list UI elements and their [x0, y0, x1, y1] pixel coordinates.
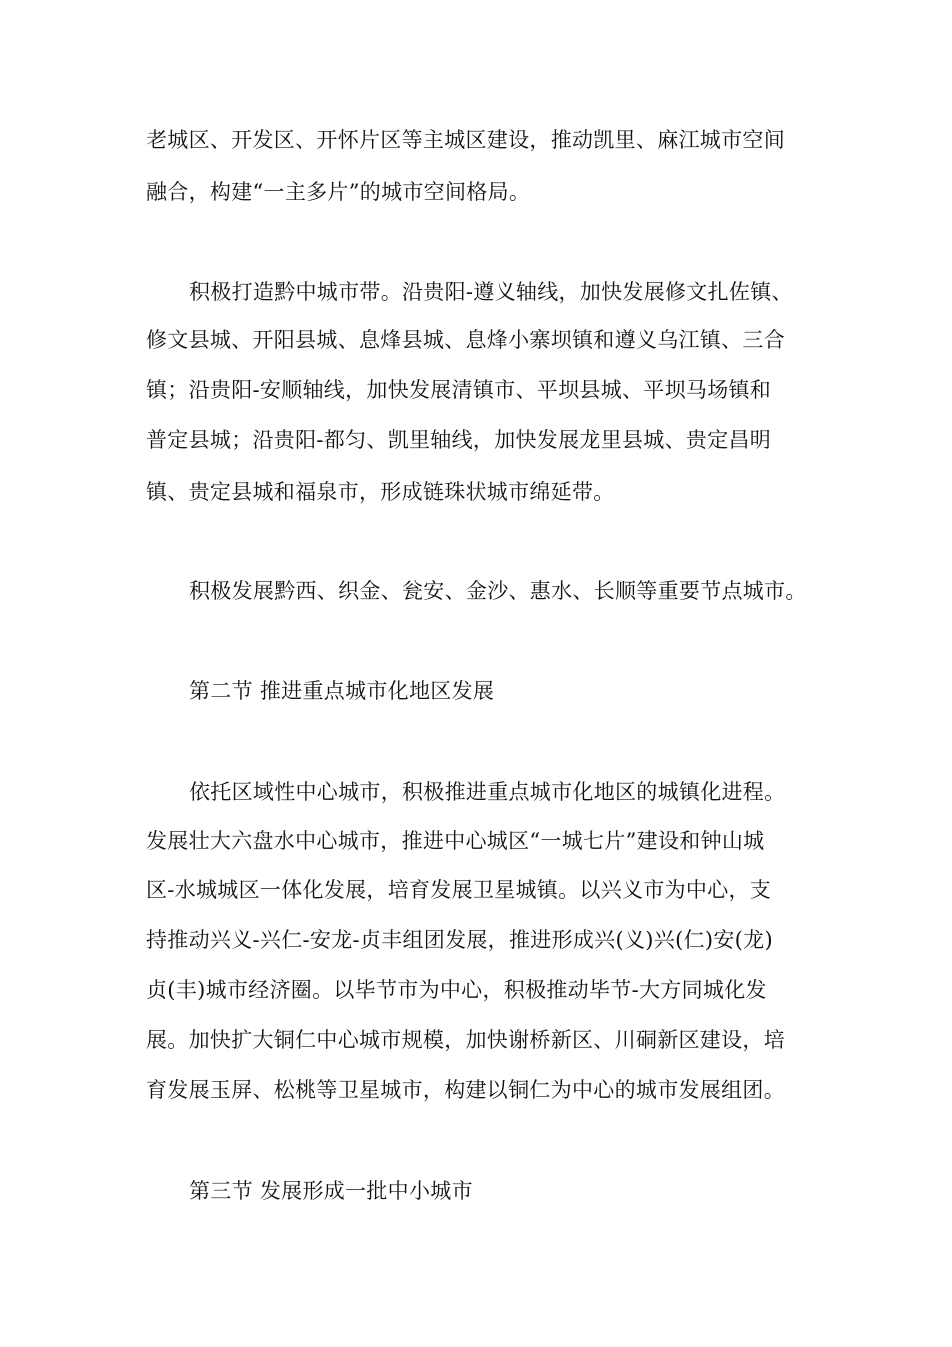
- paragraph-line: 发展壮大六盘水中心城市，推进中心城区“一城七片”建设和钟山城: [146, 829, 765, 853]
- paragraph-line: 持推动兴义-兴仁-安龙-贞丰组团发展，推进形成兴(义)兴(仁)安(龙): [146, 928, 773, 952]
- section-heading: 第三节 发展形成一批中小城市: [189, 1179, 473, 1203]
- paragraph-line: 展。加快扩大铜仁中心城市规模，加快谢桥新区、川硐新区建设，培: [146, 1028, 785, 1052]
- paragraph-line: 区-水城城区一体化发展，培育发展卫星城镇。以兴义市为中心，支: [146, 878, 772, 902]
- paragraph-line: 积极打造黔中城市带。沿贵阳-遵义轴线，加快发展修文扎佐镇、: [189, 280, 793, 304]
- paragraph-line: 融合，构建“一主多片”的城市空间格局。: [146, 180, 531, 204]
- paragraph-line: 镇；沿贵阳-安顺轴线，加快发展清镇市、平坝县城、平坝马场镇和: [146, 378, 772, 402]
- paragraph-line: 普定县城；沿贵阳-都匀、凯里轴线，加快发展龙里县城、贵定昌明: [146, 428, 772, 452]
- paragraph-line: 镇、贵定县城和福泉市，形成链珠状城市绵延带。: [146, 480, 615, 504]
- paragraph-line: 依托区域性中心城市，积极推进重点城市化地区的城镇化进程。: [189, 780, 786, 804]
- paragraph-line: 修文县城、开阳县城、息烽县城、息烽小寨坝镇和遵义乌江镇、三合: [146, 328, 785, 352]
- paragraph-line: 贞(丰)城市经济圈。以毕节市为中心，积极推动毕节-大方同城化发: [146, 978, 767, 1002]
- paragraph-line: 积极发展黔西、织金、瓮安、金沙、惠水、长顺等重要节点城市。: [189, 579, 807, 603]
- paragraph-line: 育发展玉屏、松桃等卫星城市，构建以铜仁为中心的城市发展组团。: [146, 1078, 785, 1102]
- section-heading: 第二节 推进重点城市化地区发展: [189, 679, 495, 703]
- paragraph-line: 老城区、开发区、开怀片区等主城区建设，推动凯里、麻江城市空间: [146, 128, 785, 152]
